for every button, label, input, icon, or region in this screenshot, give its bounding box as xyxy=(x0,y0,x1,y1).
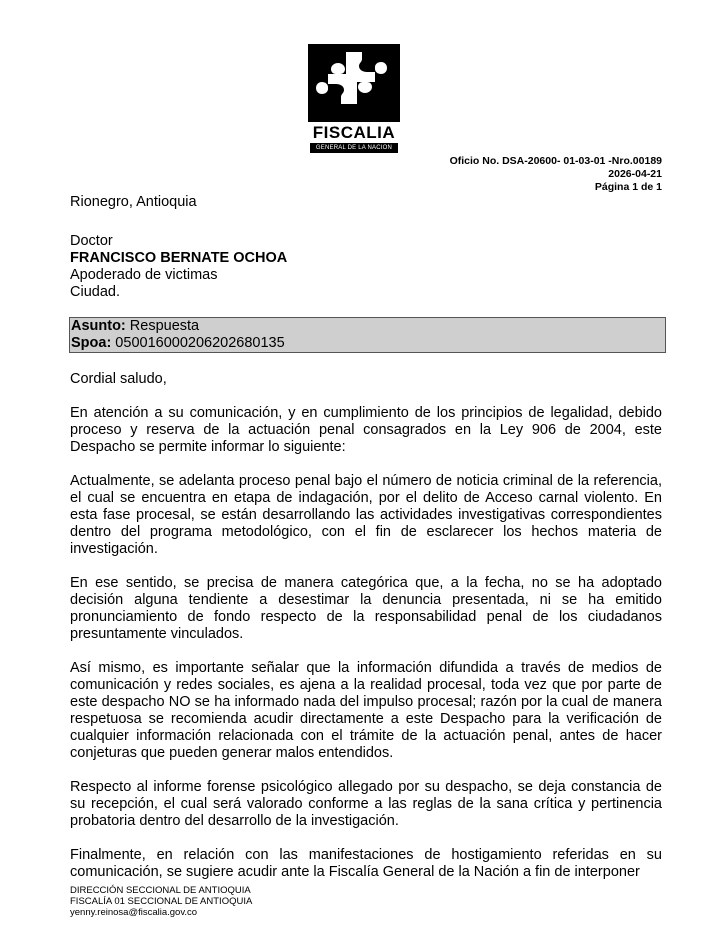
footer-direction: DIRECCIÓN SECCIONAL DE ANTIOQUIA xyxy=(70,885,251,896)
spoa-line xyxy=(71,335,665,352)
spoa-label: Spoa: xyxy=(71,335,112,351)
logo-subtitle: GENERAL DE LA NACION xyxy=(310,143,398,153)
asunto-line xyxy=(71,318,665,335)
oficio-date: 2026-04-21 xyxy=(608,168,662,180)
spoa-value: 050016000206202680135 xyxy=(111,335,285,351)
footer xyxy=(70,885,252,918)
oficio-number: Oficio No. DSA-20600- 01-03-01 -Nro.00189 xyxy=(449,155,662,167)
city-line: Rionegro, Antioquia xyxy=(70,194,197,210)
greeting: Cordial saludo, xyxy=(70,371,167,387)
recipient-name: FRANCISCO BERNATE OCHOA xyxy=(70,250,288,266)
body-paragraph: En ese sentido, se precisa de manera categórica que, a la fecha, no se ha adoptado decisión alguna tendiente a desestimar la denuncia presentada, ni se ha emitido pronunciamiento de fondo respecto de la responsabilidad penal de los ciudadanos presuntamente vinculados. xyxy=(70,575,662,642)
body-paragraph: En atención a su comunicación, y en cumplimiento de los principios de legalidad, debido proceso y reserva de la actuación penal consagrados en la Ley 906 de 2004, este Despacho se permite informar lo siguiente: xyxy=(70,405,662,455)
puzzle-piece-icon xyxy=(308,44,400,122)
asunto-value: Respuesta xyxy=(125,318,200,334)
recipient-block xyxy=(70,233,287,301)
document-reference xyxy=(450,155,662,194)
footer-office: FISCALÍA 01 SECCIONAL DE ANTIOQUIA xyxy=(70,896,253,907)
logo-name: FISCALIA xyxy=(312,123,396,142)
asunto-label: Asunto: xyxy=(71,318,126,334)
letter-body xyxy=(70,371,662,898)
logo-emblem xyxy=(308,44,400,122)
footer-email: yenny.reinosa@fiscalia.gov.co xyxy=(70,907,198,918)
recipient-city: Ciudad. xyxy=(70,284,120,300)
fiscalia-logo xyxy=(308,44,400,154)
recipient-role: Apoderado de victimas xyxy=(70,267,218,283)
body-paragraph: Finalmente, en relación con las manifestaciones de hostigamiento referidas en su comunicación, se sugiere acudir ante la Fiscalía General de la Nación a fin de interponer xyxy=(70,847,662,880)
body-paragraph: Actualmente, se adelanta proceso penal bajo el número de noticia criminal de la referencia, el cual se encuentra en etapa de indagación, por el delito de Acceso carnal violento. En esta fase procesal, se están desarrollando las actividades investigativas correspondientes dentro del programa metodológico, con el fin de esclarecer los hechos materia de investigación. xyxy=(70,473,662,557)
subject-box xyxy=(69,317,666,353)
body-paragraph: Respecto al informe forense psicológico allegado por su despacho, se deja constancia de su recepción, el cual será valorado conforme a las reglas de la sana crítica y pertinencia probatoria dentro del desarrollo de la investigación. xyxy=(70,779,662,829)
body-paragraph: Así mismo, es importante señalar que la información difundida a través de medios de comunicación y redes sociales, es ajena a la realidad procesal, toda vez que por parte de este despacho NO se ha informado nada del impulso procesal; razón por la cual de manera respetuosa se recomienda acudir directamente a este Despacho para la verificación de cualquier información relacionada con el trámite de la actuación penal, antes de hacer conjeturas que pueden generar malos entendidos. xyxy=(70,660,662,761)
page-number: Página 1 de 1 xyxy=(594,181,662,193)
recipient-title: Doctor xyxy=(70,233,113,249)
